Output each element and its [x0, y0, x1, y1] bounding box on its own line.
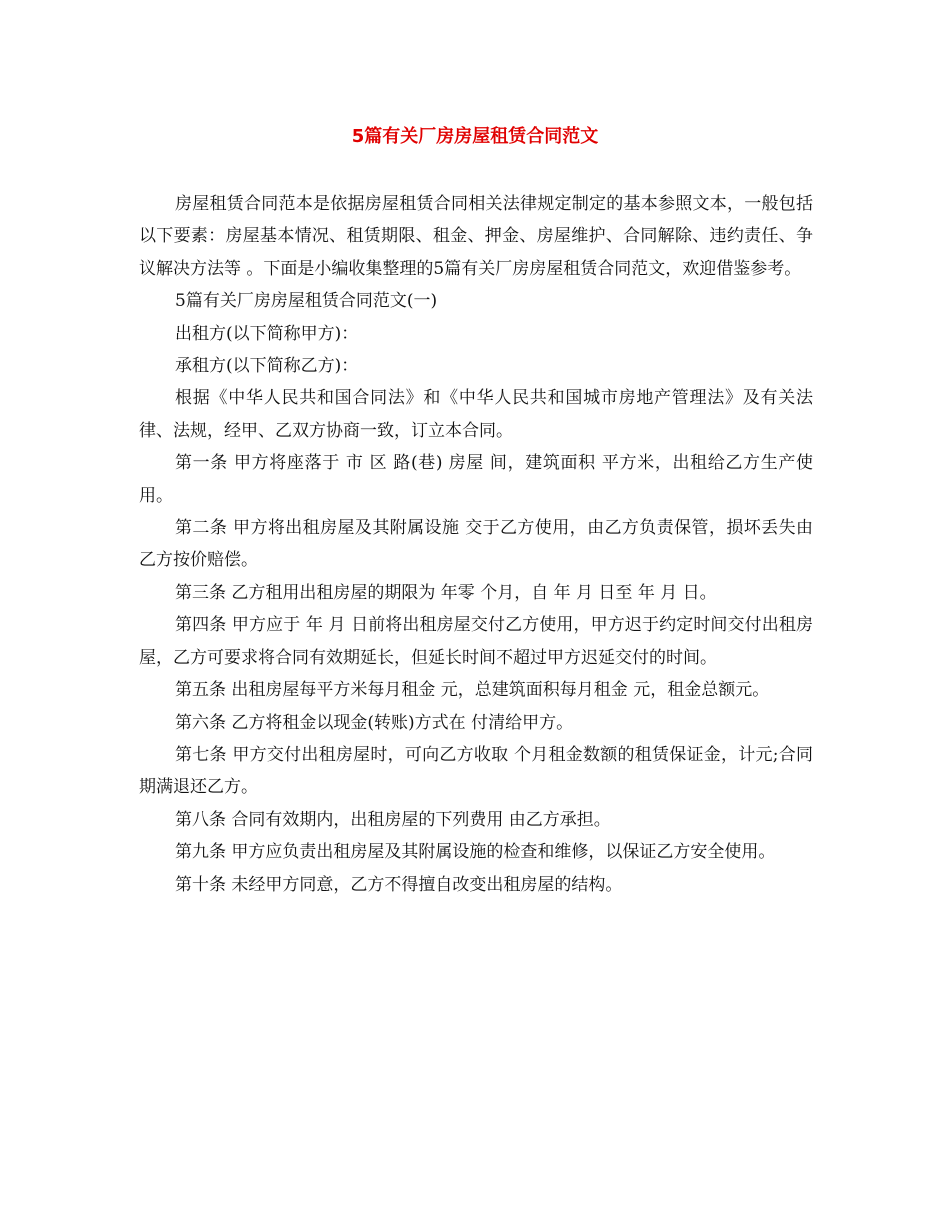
article-9: 第九条 甲方应负责出租房屋及其附属设施的检查和维修，以保证乙方安全使用。: [175, 842, 776, 863]
document-body: [139, 188, 813, 901]
document-title: 5篇有关厂房房屋租赁合同范文: [351, 126, 599, 147]
article-3: 第三条 乙方租用出租房屋的期限为 年零 个月，自 年 月 日至 年 月 日。: [175, 582, 717, 603]
article-8: 第八条 合同有效期内，出租房屋的下列费用 由乙方承担。: [175, 809, 611, 830]
preamble-paragraph: 根据《中华人民共和国合同法》和《中华人民共和国城市房地产管理法》及有关法律、法规，经甲、乙双方协商一致，订立本合同。: [139, 388, 813, 441]
article-10: 第十条 未经甲方同意，乙方不得擅自改变出租房屋的结构。: [175, 874, 623, 895]
article-6: 第六条 乙方将租金以现金(转账)方式在 付清给甲方。: [175, 712, 574, 733]
article-7: 第七条 甲方交付出租房屋时，可向乙方收取 个月租金数额的租赁保证金，计元;合同期满退还乙方。: [139, 744, 813, 798]
lessee-line: 承租方(以下简称乙方)：: [175, 356, 359, 377]
article-2: 第二条 甲方将出租房屋及其附属设施 交于乙方使用，由乙方负责保管，损坏丢失由乙方按价赔偿。: [139, 518, 813, 571]
intro-paragraph: 房屋租赁合同范本是依据房屋租赁合同相关法律规定制定的基本参照文本，一般包括以下要素：房屋基本情况、租赁期限、租金、押金、房屋维护、合同解除、违约责任、争议解决方法等 。下面是小编收集整理的5篇有关厂房房屋租赁合同范文，欢迎借鉴参考。: [139, 194, 813, 279]
article-5: 第五条 出租房屋每平方米每月租金 元，总建筑面积每月租金 元，租金总额元。: [175, 680, 770, 701]
section-heading: 5篇有关厂房房屋租赁合同范文(一): [175, 291, 438, 312]
article-4: 第四条 甲方应于 年 月 日前将出租房屋交付乙方使用，甲方迟于约定时间交付出租房屋，乙方可要求将合同有效期延长，但延长时间不超过甲方迟延交付的时间。: [139, 615, 813, 668]
lessor-line: 出租方(以下简称甲方)：: [175, 323, 359, 344]
article-1: 第一条 甲方将座落于 市 区 路(巷) 房屋 间，建筑面积 平方米，出租给乙方生产使用。: [139, 453, 813, 506]
